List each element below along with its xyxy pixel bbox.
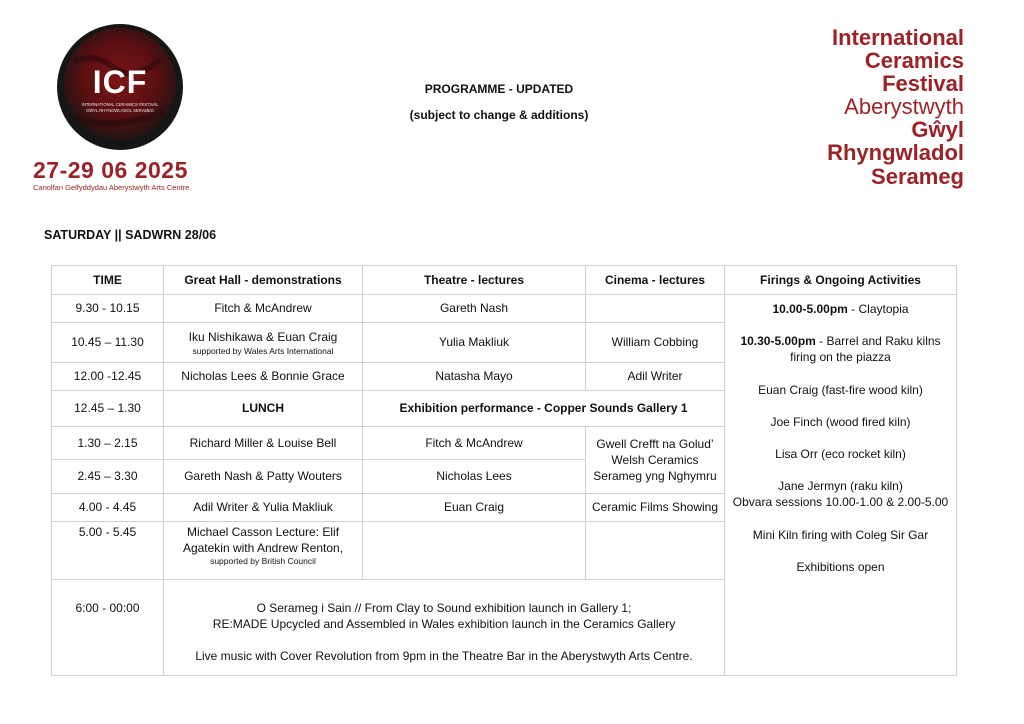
- firing-item: [729, 478, 952, 510]
- time-cell: 10.45 – 11.30: [52, 323, 164, 363]
- cinema-cell: William Cobbing: [586, 323, 725, 363]
- festival-brand-wordmark: [827, 26, 964, 188]
- theatre-cell: Yulia Makliuk: [363, 323, 586, 363]
- logo-initials: ICF: [92, 64, 148, 100]
- great-hall-cell: Fitch & McAndrew: [164, 295, 363, 323]
- great-hall-cell: [164, 522, 363, 580]
- column-header-great-hall: Great Hall - demonstrations: [164, 266, 363, 295]
- evening-events-cell: [164, 580, 725, 676]
- brand-line-ceramics: Ceramics: [864, 48, 964, 74]
- icf-logo-graphic: [55, 22, 185, 152]
- column-header-cinema: Cinema - lectures: [586, 266, 725, 295]
- column-header-time: TIME: [52, 266, 164, 295]
- theatre-cell: Gareth Nash: [363, 295, 586, 323]
- cinema-cell: [586, 295, 725, 323]
- firing-item: Mini Kiln firing with Coleg Sir Gar: [752, 527, 929, 542]
- brand-line-aberystwyth: Aberystwyth: [844, 94, 964, 120]
- programme-title: PROGRAMME - UPDATED: [424, 82, 574, 96]
- time-cell: 4.00 - 4.45: [52, 494, 164, 522]
- firing-time: 10.00-5.00pm: [772, 302, 848, 316]
- time-cell: 12.00 -12.45: [52, 363, 164, 391]
- theatre-cell: Euan Craig: [363, 494, 586, 522]
- time-cell: 2.45 – 3.30: [52, 460, 164, 494]
- firings-activities-cell: [725, 295, 957, 676]
- brand-line-gwyl: Gŵyl: [911, 117, 964, 143]
- cinema-cell: Gwell Crefft na Golud’ Welsh Ceramics Serameg yng Nghymru: [586, 427, 725, 494]
- great-hall-sponsor: supported by British Council: [210, 556, 316, 567]
- firing-item: Euan Craig (fast-fire wood kiln): [758, 382, 923, 397]
- firing-item: [729, 301, 952, 317]
- brand-line-festival: Festival: [882, 71, 964, 97]
- column-header-theatre: Theatre - lectures: [363, 266, 586, 295]
- great-hall-text: Iku Nishikawa & Euan Craig: [188, 330, 338, 345]
- column-header-firings: Firings & Ongoing Activities: [725, 266, 957, 295]
- table-row: [52, 295, 957, 323]
- time-cell: 12.45 – 1.30: [52, 391, 164, 427]
- icf-logo: [55, 22, 185, 152]
- great-hall-text: Michael Casson Lecture: Elif Agatekin with Andrew Renton,: [182, 525, 344, 556]
- firing-item: [729, 333, 952, 365]
- festival-dates: 27-29 06 2025: [33, 157, 188, 183]
- firing-time: 10.30-5.00pm: [740, 334, 816, 349]
- brand-line-serameg: Serameg: [871, 163, 964, 189]
- time-cell: 9.30 - 10.15: [52, 295, 164, 323]
- table-header-row: [52, 266, 957, 295]
- day-title: SATURDAY || SADWRN 28/06: [44, 228, 217, 242]
- firing-text: - Barrel and Raku kilns firing on the piazza: [790, 334, 941, 365]
- cinema-cell: Ceramic Films Showing: [586, 494, 725, 522]
- great-hall-cell: Richard Miller & Louise Bell: [164, 427, 363, 460]
- theatre-cell: Nicholas Lees: [363, 460, 586, 494]
- great-hall-cell: LUNCH: [164, 391, 363, 427]
- theatre-cell: Natasha Mayo: [363, 363, 586, 391]
- cinema-cell: Adil Writer: [586, 363, 725, 391]
- firing-text: Obvara sessions 10.00-1.00 & 2.00-5.00: [732, 495, 949, 510]
- logo-line-2: GŴYL RHYNGWLADOL SERAMEG: [85, 108, 155, 113]
- evening-event-text: O Serameg i Sain // From Clay to Sound exhibition launch in Gallery 1;: [256, 601, 632, 615]
- time-cell: 5.00 - 5.45: [52, 522, 164, 580]
- evening-event-text: RE:MADE Upcycled and Assembled in Wales exhibition launch in the Ceramics Gallery: [212, 617, 676, 632]
- firing-item: Joe Finch (wood fired kiln): [770, 414, 911, 429]
- cinema-cell: [586, 522, 725, 580]
- time-cell: 1.30 – 2.15: [52, 427, 164, 460]
- great-hall-sponsor: supported by Wales Arts International: [192, 345, 334, 356]
- great-hall-cell: Nicholas Lees & Bonnie Grace: [164, 363, 363, 391]
- great-hall-cell: Adil Writer & Yulia Makliuk: [164, 494, 363, 522]
- evening-event-text: Live music with Cover Revolution from 9pm in the Theatre Bar in the Aberystwyth Arts Centre.: [195, 649, 693, 664]
- programme-table: [51, 265, 957, 676]
- firing-text: Jane Jermyn (raku kiln): [778, 479, 903, 494]
- exhibition-performance-cell: Exhibition performance - Copper Sounds Gallery 1: [363, 391, 725, 427]
- time-cell: 6:00 - 00:00: [52, 580, 164, 676]
- firing-text: - Claytopia: [847, 302, 909, 316]
- theatre-cell: Fitch & McAndrew: [363, 427, 586, 460]
- logo-line-1: INTERNATIONAL CERAMICS FESTIVAL: [81, 102, 159, 107]
- brand-line-rhyngwladol: Rhyngwladol: [827, 140, 964, 166]
- firing-item: Lisa Orr (eco rocket kiln): [775, 446, 906, 461]
- theatre-cell: [363, 522, 586, 580]
- firing-item: Exhibitions open: [796, 559, 885, 574]
- brand-line-international: International: [831, 25, 964, 50]
- venue-name: Canolfan Gelfyddydau Aberystwyth Arts Centre: [33, 183, 190, 192]
- programme-subtitle: (subject to change & additions): [409, 108, 589, 122]
- great-hall-cell: [164, 323, 363, 363]
- great-hall-cell: Gareth Nash & Patty Wouters: [164, 460, 363, 494]
